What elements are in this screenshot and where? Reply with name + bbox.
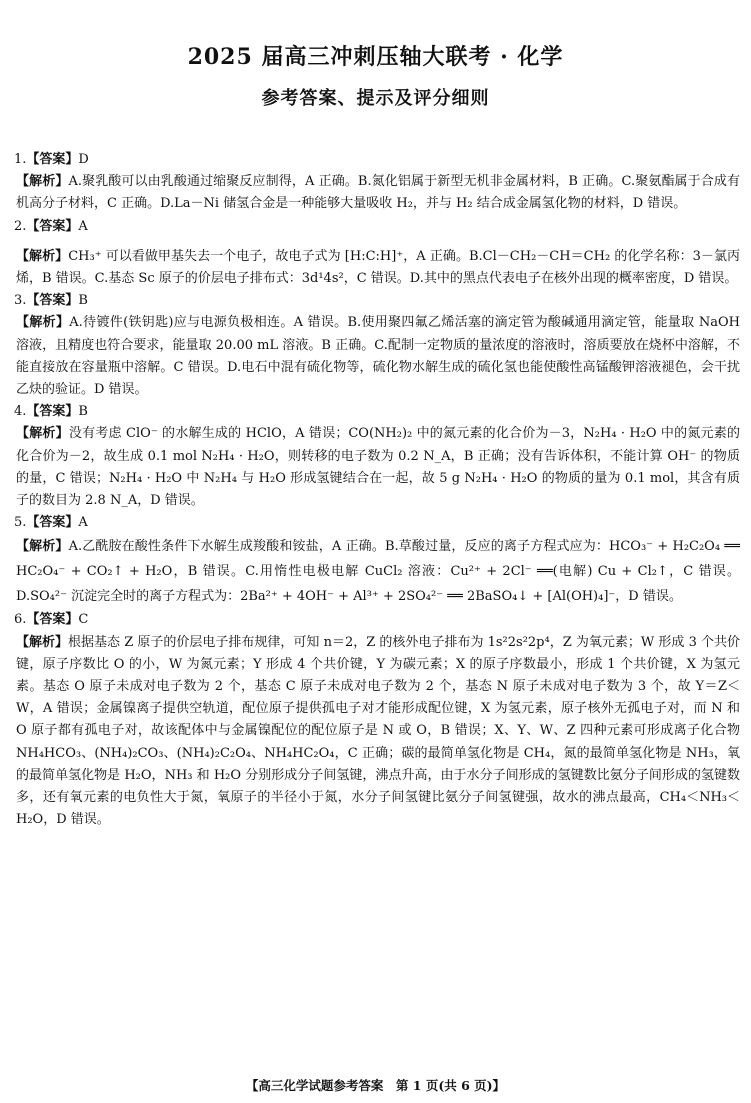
document-subtitle: 参考答案、提示及评分细则 bbox=[261, 88, 490, 109]
analysis-tag: 【解析】 bbox=[16, 539, 69, 555]
question-number: 5. bbox=[14, 515, 27, 531]
question-6 bbox=[12, 609, 740, 831]
analysis-text: A.待镀件(铁钥匙)应与电源负极相连。A 错误。B.使用聚四氟乙烯活塞的滴定管为酸碱通用滴定管，能量取 NaOH 溶液，且精度也符合要求，能量取 20.00 mL 溶液。B 正确。C.配制一定物质的量浓度的溶液时，溶质要放在烧杯中溶解，不能直接放在容量瓶中溶解。C 错误。D.电石中混有硫化物等，硫化物水解生成的硫化氢也能使酸性高锰酸钾溶液褪色，会干扰乙炔的验证。D 错误。 bbox=[16, 315, 740, 398]
analysis-tag: 【解析】 bbox=[16, 426, 69, 442]
question-number: 2. bbox=[14, 218, 27, 234]
question-number: 3. bbox=[14, 293, 27, 309]
answer-tag: 【答案】 bbox=[26, 404, 79, 420]
answer-value: A bbox=[78, 218, 88, 234]
answer-tag: 【答案】 bbox=[26, 218, 79, 234]
answer-tag: 【答案】 bbox=[26, 152, 79, 167]
answer-value: A bbox=[78, 515, 88, 531]
page-footer: 【高三化学试题参考答案 第 1 页(共 6 页)】 bbox=[245, 1078, 506, 1093]
analysis-tag: 【解析】 bbox=[16, 634, 69, 650]
question-number: 4. bbox=[14, 404, 27, 420]
answer-tag: 【答案】 bbox=[26, 612, 79, 628]
analysis-tag: 【解析】 bbox=[16, 174, 69, 190]
analysis-text: 根据基态 Z 原子的价层电子排布规律，可知 n＝2，Z 的核外电子排布为 1s²2s²2p⁴，Z 为氧元素；W 形成 3 个共价键，原子序数比 O 的小，W 为氮元素；Y 形成 4 个共价键，Y 为碳元素；X 的原子序数最小，形成 1 个共价键，X 为氢元素。基态 O 原子未成对电子数为 2 个，基态 C 原子未成对电子数为 2 个，基态 N 原子未成对电子数为 3 个，故 Y＝Z＜W，A 错误；金属镍离子提供空轨道，配位原子提供孤电子对才能形成配位键，X 为氢元素，原子核外无孤电子对，而 N 和 O 原子都有孤电子对，故该配体中与金属镍配位的配位原子是 N 或 O，B 错误；X、Y、W、Z 四种元素可形成离子化合物 NH₄HCO₃、(NH₄)₂CO₃、(NH₄)₂C₂O₄、NH₄HC₂O₄，C 正确；碳的最简单氢化物是 CH₄，氮的最简单氢化物是 NH₃，氧的最简单氢化物是 H₂O，NH₃ 和 H₂O 分别形成分子间氢键，沸点升高，由于水分子间形成的氢键数比氨分子间形成的氢键数多，还有氧元素的电负性大于氮，氧原子的半径小于氮，水分子间氢键比氨分子间氢键强，故水的沸点最高，CH₄＜NH₃＜H₂O，D 错误。 bbox=[16, 634, 740, 828]
answer-value: C bbox=[78, 612, 89, 628]
analysis-text: A.聚乳酸可以由乳酸通过缩聚反应制得，A 正确。B.氮化铝属于新型无机非金属材料，B 正确。C.聚氨酯属于合成有机高分子材料，C 正确。D.La－Ni 储氢合金是一种能够大量吸收 H₂，并与 H₂ 结合成金属氢化物的材料，D 错误。 bbox=[16, 174, 740, 212]
answer-tag: 【答案】 bbox=[26, 293, 79, 309]
analysis-tag: 【解析】 bbox=[16, 315, 70, 331]
answer-value: D bbox=[78, 152, 89, 167]
analysis-text: CH₃⁺ 可以看做甲基失去一个电子，故电子式为 [H:C:H]⁺，A 正确。B.Cl－CH₂－CH＝CH₂ 的化学名称：3－氯丙烯，B 错误。C.基态 Sc 原子的价层电子排布式：3d¹4s²，C 错误。D.其中的黑点代表电子在核外出现的概率密度，D 错误。 bbox=[16, 248, 740, 287]
answer-value: B bbox=[78, 404, 88, 420]
answer-value: B bbox=[78, 293, 88, 309]
question-5 bbox=[12, 512, 740, 609]
analysis-text: A.乙酰胺在酸性条件下水解生成羧酸和铵盐，A 正确。B.草酸过量，反应的离子方程式应为：HCO₃⁻ + H₂C₂O₄ ══ HC₂O₄⁻ + CO₂↑ + H₂O，B 错误。C.用惰性电极电解 CuCl₂ 溶液：Cu²⁺ + 2Cl⁻ ══(电解) Cu + Cl₂↑，C 错误。D.SO₄²⁻ 沉淀完全时的离子方程式为：2Ba²⁺ + 4OH⁻ + Al³⁺ + 2SO₄²⁻ ══ 2BaSO₄↓ + [Al(OH)₄]⁻，D 错误。 bbox=[16, 539, 740, 605]
answer-list bbox=[12, 149, 740, 831]
document-title: 2025 届高三冲刺压轴大联考 · 化学 bbox=[187, 44, 564, 70]
question-4 bbox=[12, 401, 740, 512]
analysis-text: 没有考虑 ClO⁻ 的水解生成的 HClO，A 错误；CO(NH₂)₂ 中的氮元素的化合价为－3，N₂H₄ · H₂O 中的氮元素的化合价为－2，故生成 0.1 mol N₂H₄ · H₂O，则转移的电子数为 0.2 N_A，B 正确；没有告诉体积，不能计算 OH⁻ 的物质的量，C 错误；N₂H₄ · H₂O 中 N₂H₄ 与 H₂O 形成氢键结合在一起，故 5 g N₂H₄ · H₂O 的物质的量为 0.1 mol，其含有质子的数目为 2.8 N_A，D 错误。 bbox=[16, 426, 740, 509]
question-number: 1. bbox=[14, 152, 27, 167]
question-3 bbox=[12, 290, 740, 401]
answer-tag: 【答案】 bbox=[26, 515, 79, 531]
question-2 bbox=[12, 216, 740, 291]
analysis-tag: 【解析】 bbox=[16, 248, 69, 264]
question-number: 6. bbox=[14, 612, 27, 628]
question-1 bbox=[12, 149, 740, 216]
